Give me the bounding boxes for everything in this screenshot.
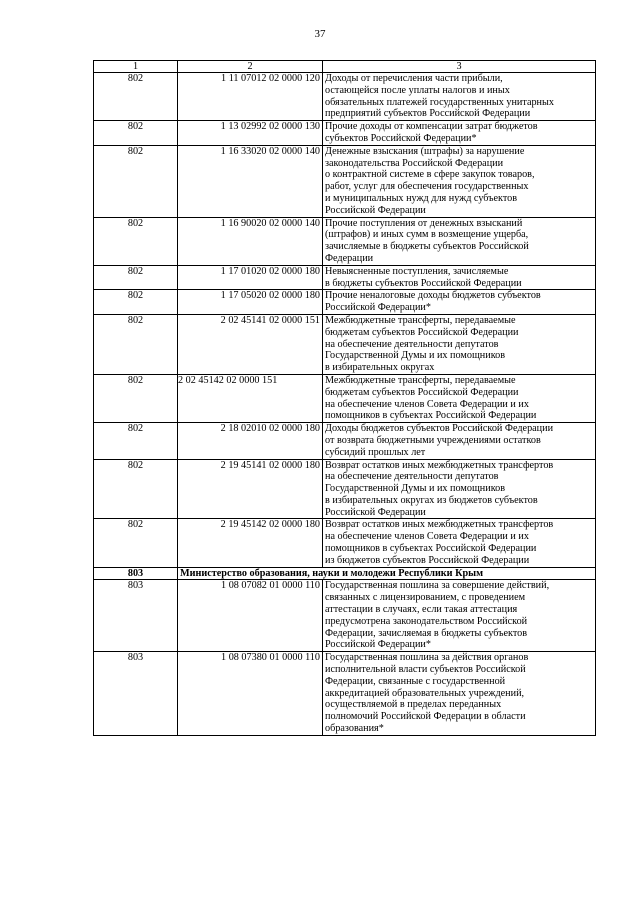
revenue-codes-table: [93, 60, 596, 736]
admin-code-cell: 802: [94, 217, 178, 265]
table-row: [94, 652, 596, 736]
revenue-description-cell: Возврат остатков иных межбюджетных трансфертов на обеспечение членов Совета Федерации и их помощников в субъектах Российской Федерации из бюджетов субъектов Российской Федерации: [323, 519, 596, 567]
revenue-description-cell: Возврат остатков иных межбюджетных трансфертов на обеспечение деятельности депутатов Государственной Думы и их помощников в избирательных округах из бюджетов субъектов Российской Федерации: [323, 459, 596, 519]
admin-code-cell: 802: [94, 73, 178, 121]
revenue-code-cell: 1 08 07380 01 0000 110: [178, 652, 323, 736]
table-header-row: [94, 61, 596, 73]
page-number: 37: [314, 28, 326, 40]
table-row: [94, 121, 596, 146]
revenue-code-cell: 2 18 02010 02 0000 180: [178, 423, 323, 459]
admin-code-cell: 802: [94, 145, 178, 217]
revenue-description-cell: Государственная пошлина за совершение действий, связанных с лицензированием, с проведением аттестации в случаях, если такая аттестация предусмотрена законодательством Российской Федерации, зачисляемая в бюджеты субъектов Российской Федерации*: [323, 580, 596, 652]
admin-code-cell: 802: [94, 265, 178, 290]
revenue-description-cell: Прочие поступления от денежных взысканий (штрафов) и иных сумм в возмещение ущерба, зачисляемые в бюджеты субъектов Российской Федерации: [323, 217, 596, 265]
column-header-1: 1: [94, 61, 178, 73]
ministry-title: Министерство образования, науки и молодежи Республики Крым: [178, 567, 596, 580]
revenue-description-cell: Межбюджетные трансферты, передаваемые бюджетам субъектов Российской Федерации на обеспечение деятельности депутатов Государственной Думы и их помощников в избирательных округах: [323, 314, 596, 374]
admin-code-cell: 802: [94, 459, 178, 519]
admin-code-cell: 803: [94, 567, 178, 580]
admin-code-cell: 802: [94, 314, 178, 374]
table-row: [94, 145, 596, 217]
table-row: [94, 314, 596, 374]
revenue-code-cell: 2 02 45141 02 0000 151: [178, 314, 323, 374]
revenue-code-cell: 1 13 02992 02 0000 130: [178, 121, 323, 146]
ministry-header-row: [94, 567, 596, 580]
admin-code-cell: 802: [94, 121, 178, 146]
revenue-code-cell: 2 19 45141 02 0000 180: [178, 459, 323, 519]
revenue-code-cell: 1 17 05020 02 0000 180: [178, 290, 323, 315]
table-row: [94, 459, 596, 519]
column-header-3: 3: [323, 61, 596, 73]
admin-code-cell: 802: [94, 290, 178, 315]
revenue-code-cell: 1 17 01020 02 0000 180: [178, 265, 323, 290]
revenue-description-cell: Денежные взыскания (штрафы) за нарушение законодательства Российской Федерации о контрактной системе в сфере закупок товаров, работ, услуг для обеспечения государственных и муниципальных нужд для нужд субъектов Российской Федерации: [323, 145, 596, 217]
revenue-description-cell: Невыясненные поступления, зачисляемые в бюджеты субъектов Российской Федерации: [323, 265, 596, 290]
table-row: [94, 519, 596, 567]
table-row: [94, 217, 596, 265]
admin-code-cell: 802: [94, 374, 178, 422]
revenue-description-cell: Доходы бюджетов субъектов Российской Федерации от возврата бюджетными учреждениями остатков субсидий прошлых лет: [323, 423, 596, 459]
revenue-code-cell: 1 16 90020 02 0000 140: [178, 217, 323, 265]
table-row: [94, 580, 596, 652]
revenue-code-cell: 2 02 45142 02 0000 151: [178, 374, 323, 422]
table-row: [94, 290, 596, 315]
table-row: [94, 374, 596, 422]
revenue-description-cell: Доходы от перечисления части прибыли, остающейся после уплаты налогов и иных обязательных платежей государственных унитарных предприятий субъектов Российской Федерации: [323, 73, 596, 121]
table-row: [94, 73, 596, 121]
revenue-code-cell: 2 19 45142 02 0000 180: [178, 519, 323, 567]
revenue-code-cell: 1 11 07012 02 0000 120: [178, 73, 323, 121]
admin-code-cell: 802: [94, 519, 178, 567]
table-row: [94, 423, 596, 459]
revenue-code-cell: 1 16 33020 02 0000 140: [178, 145, 323, 217]
revenue-code-cell: 1 08 07082 01 0000 110: [178, 580, 323, 652]
admin-code-cell: 802: [94, 423, 178, 459]
revenue-description-cell: Прочие доходы от компенсации затрат бюджетов субъектов Российской Федерации*: [323, 121, 596, 146]
admin-code-cell: 803: [94, 580, 178, 652]
revenue-description-cell: Прочие неналоговые доходы бюджетов субъектов Российской Федерации*: [323, 290, 596, 315]
admin-code-cell: 803: [94, 652, 178, 736]
revenue-description-cell: Межбюджетные трансферты, передаваемые бюджетам субъектов Российской Федерации на обеспечение членов Совета Федерации и их помощников в субъектах Российской Федерации: [323, 374, 596, 422]
revenue-description-cell: Государственная пошлина за действия органов исполнительной власти субъектов Российской Федерации, связанные с государственной аккредитацией образовательных учреждений, осуществляемой в пределах переданных полномочий Российской Федерации в области образования*: [323, 652, 596, 736]
table-row: [94, 265, 596, 290]
column-header-2: 2: [178, 61, 323, 73]
